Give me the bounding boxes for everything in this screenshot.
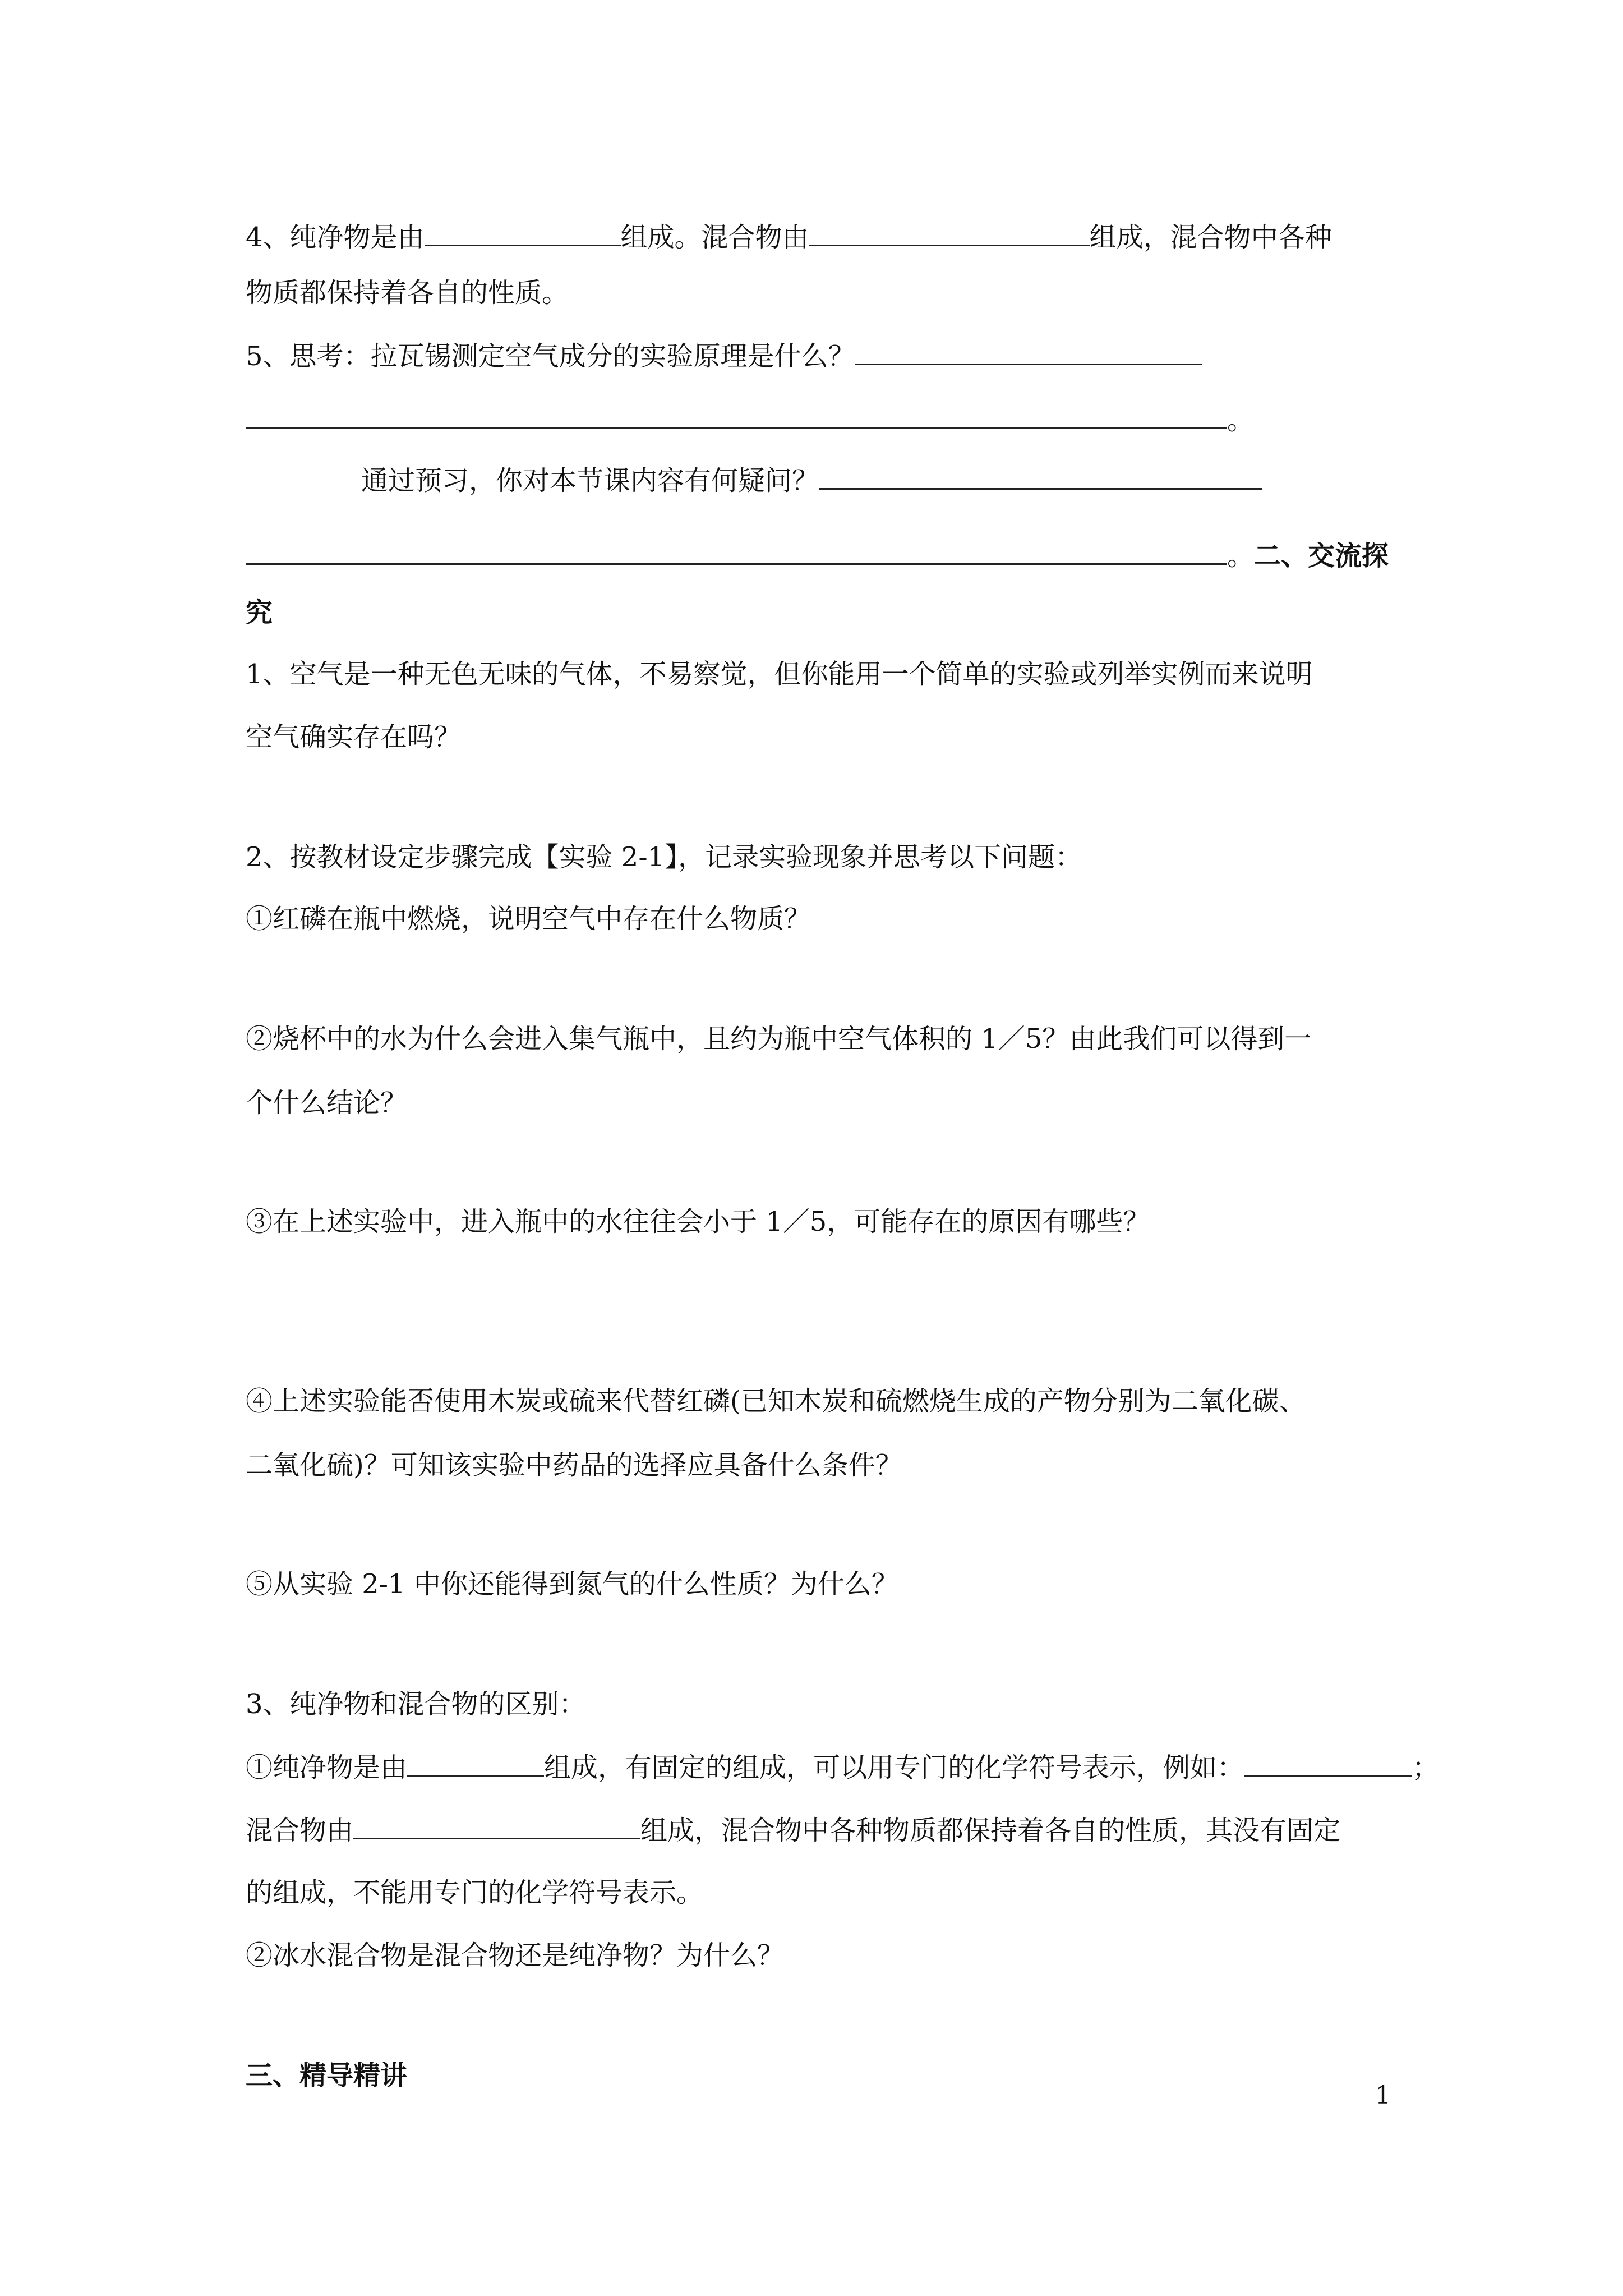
explore-1-text-a: 1、空气是一种无色无味的气体，不易察觉，但你能用一个简单的实验或列举实例而来说明 bbox=[246, 659, 1313, 690]
explore-2-question-1 bbox=[246, 902, 811, 936]
item-4-line-2 bbox=[246, 276, 569, 310]
explore-2-question-4-text-a: ④上述实验能否使用木炭或硫来代替红磷(已知木炭和硫燃烧生成的产物分别为二氧化碳、 bbox=[246, 1386, 1306, 1417]
explore-3-text-2b: 组成，混合物中各种物质都保持着各自的性质，其没有固定 bbox=[640, 1815, 1341, 1846]
explore-2-question-3 bbox=[246, 1205, 1150, 1239]
lavoisier-principle-blank-1[interactable] bbox=[855, 339, 1202, 365]
lavoisier-principle-blank-2[interactable] bbox=[246, 403, 1227, 429]
explore-3-text-2a: 混合物由 bbox=[246, 1815, 354, 1846]
explore-2-question-5 bbox=[246, 1567, 898, 1601]
preview-doubt-blank-2[interactable] bbox=[246, 539, 1227, 565]
explore-3-line-3 bbox=[246, 1876, 703, 1910]
preview-doubt-blank-1[interactable] bbox=[819, 463, 1262, 490]
explore-3-line-2 bbox=[246, 1813, 1340, 1847]
item-4-text-d: 物质都保持着各自的性质。 bbox=[246, 277, 569, 309]
explore-3-text-3: 的组成，不能用专门的化学符号表示。 bbox=[246, 1877, 704, 1908]
pure-substance-blank[interactable] bbox=[425, 220, 621, 246]
explore-3-line-1 bbox=[246, 1750, 1439, 1784]
preview-question: 通过预习，你对本节课内容有何疑问？ bbox=[361, 465, 819, 496]
explore-3-line-4 bbox=[246, 1939, 784, 1972]
chemical-symbol-example-blank[interactable] bbox=[1244, 1750, 1412, 1777]
explore-3-intro bbox=[246, 1687, 586, 1721]
item-4-text-c: 组成，混合物中各种 bbox=[1089, 222, 1332, 253]
item-4-text-a: 4、纯净物是由 bbox=[246, 222, 425, 253]
explore-2-question-2-line-2 bbox=[246, 1086, 407, 1120]
item-4-line-1 bbox=[246, 220, 1332, 254]
item-5-end: 。 bbox=[1227, 404, 1255, 436]
section-2-heading-part1: 二、交流探 bbox=[1254, 540, 1389, 572]
explore-1-line-1 bbox=[246, 657, 1313, 691]
explore-2-question-2-line-1 bbox=[246, 1022, 1311, 1056]
item-5-question: 5、思考：拉瓦锡测定空气成分的实验原理是什么？ bbox=[246, 341, 855, 372]
item-5-line-1 bbox=[246, 339, 1202, 373]
item-5-line-2 bbox=[246, 403, 1254, 437]
explore-2-question-1-text: ①红磷在瓶中燃烧，说明空气中存在什么物质？ bbox=[246, 903, 811, 935]
explore-2-question-3-text: ③在上述实验中，进入瓶中的水往往会小于 1／5，可能存在的原因有哪些？ bbox=[246, 1206, 1150, 1237]
explore-2-question-5-text: ⑤从实验 2-1 中你还能得到氮气的什么性质？为什么？ bbox=[246, 1568, 898, 1600]
explore-2-question-4-line-2 bbox=[246, 1448, 902, 1482]
explore-2-intro-text: 2、按教材设定步骤完成【实验 2-1】，记录实验现象并思考以下问题： bbox=[246, 841, 1082, 873]
explore-1-line-2 bbox=[246, 720, 461, 754]
explore-1-text-b: 空气确实存在吗？ bbox=[246, 721, 462, 753]
section-3-heading-text: 三、精导精讲 bbox=[246, 2060, 408, 2091]
preview-end: 。 bbox=[1227, 540, 1255, 572]
preview-line-1 bbox=[361, 463, 1262, 498]
explore-3-text-1c: ； bbox=[1412, 1752, 1440, 1783]
explore-2-question-2-text-b: 个什么结论？ bbox=[246, 1087, 408, 1119]
preview-line-2 bbox=[246, 539, 1389, 573]
mixture-blank[interactable] bbox=[809, 220, 1090, 246]
explore-2-question-2-text-a: ②烧杯中的水为什么会进入集气瓶中，且约为瓶中空气体积的 1／5？由此我们可以得到一 bbox=[246, 1023, 1312, 1055]
explore-3-text-1b: 组成，有固定的组成，可以用专门的化学符号表示，例如： bbox=[544, 1752, 1244, 1783]
pure-substance-composition-blank[interactable] bbox=[407, 1750, 544, 1777]
section-2-heading-part2: 究 bbox=[246, 597, 273, 628]
explore-2-question-4-line-1 bbox=[246, 1384, 1306, 1418]
section-2-heading-line bbox=[246, 596, 273, 629]
explore-3-text-1a: ①纯净物是由 bbox=[246, 1752, 408, 1783]
mixture-composition-blank[interactable] bbox=[353, 1813, 640, 1839]
explore-3-text-4: ②冰水混合物是混合物还是纯净物？为什么？ bbox=[246, 1940, 785, 1971]
section-3-heading bbox=[246, 2059, 407, 2092]
explore-3-intro-text: 3、纯净物和混合物的区别： bbox=[246, 1688, 586, 1720]
item-4-text-b: 组成。混合物由 bbox=[620, 222, 809, 253]
page-number: 1 bbox=[1375, 2081, 1391, 2110]
explore-2-question-4-text-b: 二氧化硫)？可知该实验中药品的选择应具备什么条件？ bbox=[246, 1450, 902, 1481]
explore-2-intro bbox=[246, 840, 1082, 874]
